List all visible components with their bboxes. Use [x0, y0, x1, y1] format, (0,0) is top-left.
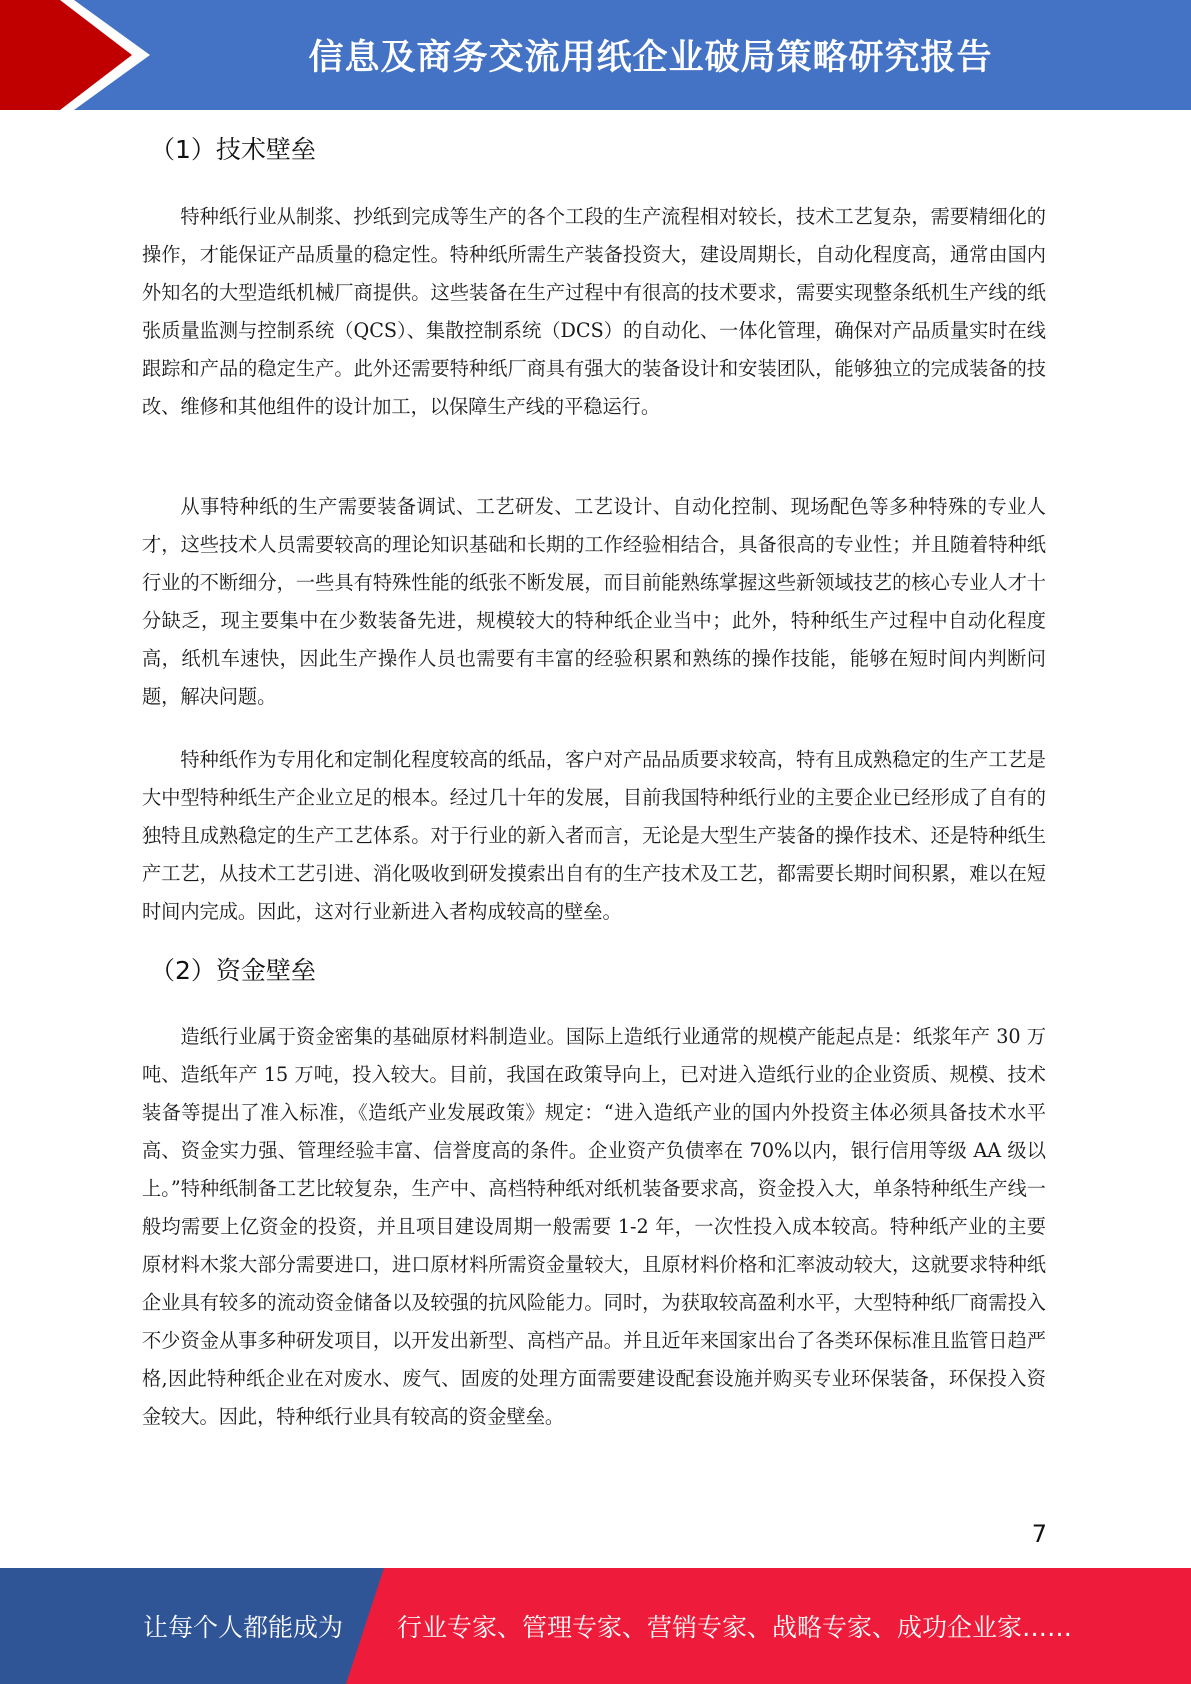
- paragraph: 造纸行业属于资金密集的基础原材料制造业。国际上造纸行业通常的规模产能起点是：纸浆年产 30 万吨、造纸年产 15 万吨，投入较大。目前，我国在政策导向上，已对进入造纸行业的企业资质、规模、技术装备等提出了准入标准，《造纸产业发展政策》规定：“进入造纸产业的国内外投资主体必须具备技术水平高、资金实力强、管理经验丰富、信誉度高的条件。企业资产负债率在 70%以内，银行信用等级 AA 级以上。”特种纸制备工艺比较复杂，生产中、高档特种纸对纸机装备要求高，资金投入大，单条特种纸生产线一般均需要上亿资金的投资，并且项目建设周期一般需要 1-2 年，一次性投入成本较高。特种纸产业的主要原材料木浆大部分需要进口，进口原材料所需资金量较大，且原材料价格和汇率波动较大，这就要求特种纸企业具有较多的流动资金储备以及较强的抗风险能力。同时，为获取较高盈利水平，大型特种纸厂商需投入不少资金从事多种研发项目，以开发出新型、高档产品。并且近年来国家出台了各类环保标准且监管日趋严格,因此特种纸企业在对废水、废气、固废的处理方面需要建设配套设施并购买专业环保装备，环保投入资金较大。因此，特种纸行业具有较高的资金壁垒。: [142, 1025, 1046, 1428]
- section-heading-technical-barrier: （1）技术壁垒: [150, 135, 316, 164]
- section-heading-capital-barrier: （2）资金壁垒: [150, 956, 316, 985]
- page-header: [0, 0, 1191, 110]
- report-title: 信息及商务交流用纸企业破局策略研究报告: [308, 38, 993, 78]
- footer-slogan-left: 让每个人都能成为: [143, 1613, 344, 1642]
- paragraph: 特种纸作为专用化和定制化程度较高的纸品，客户对产品品质要求较高，特有且成熟稳定的生产工艺是大中型特种纸生产企业立足的根本。经过几十年的发展，目前我国特种纸行业的主要企业已经形成了自有的独特且成熟稳定的生产工艺体系。对于行业的新入者而言，无论是大型生产装备的操作技术、还是特种纸生产工艺，从技术工艺引进、消化吸收到研发摸索出自有的生产技术及工艺，都需要长期时间积累，难以在短时间内完成。因此，这对行业新进入者构成较高的壁垒。: [142, 748, 1046, 923]
- footer-slogan-right: 行业专家、管理专家、营销专家、战略专家、成功企业家……: [397, 1613, 1073, 1642]
- page-number: 7: [1031, 1520, 1047, 1548]
- page-footer: [0, 1568, 1191, 1684]
- paragraph: 从事特种纸的生产需要装备调试、工艺研发、工艺设计、自动化控制、现场配色等多种特殊的专业人才，这些技术人员需要较高的理论知识基础和长期的工作经验相结合，具备很高的专业性；并且随着特种纸行业的不断细分，一些具有特殊性能的纸张不断发展，而目前能熟练掌握这些新领域技艺的核心专业人才十分缺乏，现主要集中在少数装备先进，规模较大的特种纸企业当中；此外，特种纸生产过程中自动化程度高，纸机车速快，因此生产操作人员也需要有丰富的经验积累和熟练的操作技能，能够在短时间内判断问题，解决问题。: [142, 495, 1046, 708]
- chevron-arrow-icon: [0, 0, 150, 110]
- paragraph: 特种纸行业从制浆、抄纸到完成等生产的各个工段的生产流程相对较长，技术工艺复杂，需要精细化的操作，才能保证产品质量的稳定性。特种纸所需生产装备投资大，建设周期长，自动化程度高，通常由国内外知名的大型造纸机械厂商提供。这些装备在生产过程中有很高的技术要求，需要实现整条纸机生产线的纸张质量监测与控制系统（QCS）、集散控制系统（DCS）的自动化、一体化管理，确保对产品质量实时在线跟踪和产品的稳定生产。此外还需要特种纸厂商具有强大的装备设计和安装团队，能够独立的完成装备的技改、维修和其他组件的设计加工，以保障生产线的平稳运行。: [142, 205, 1046, 418]
